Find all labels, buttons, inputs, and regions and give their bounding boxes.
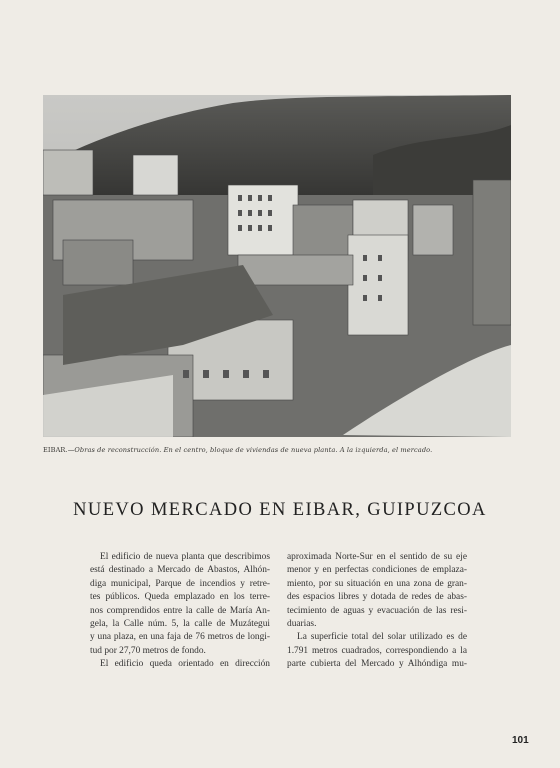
text-line: tes públicos. Queda emplazado en los terre- bbox=[90, 592, 270, 603]
text-line: tecimiento de aguas y evacuación de las resi- bbox=[287, 605, 467, 616]
text-line: menor y en perfectas condiciones de emplaza- bbox=[287, 565, 467, 576]
text-line: aproximada Norte-Sur en el sentido de su eje bbox=[287, 552, 467, 562]
photo-illustration bbox=[43, 95, 511, 437]
text-line: tud por 27,70 metros de fondo. bbox=[90, 645, 206, 656]
photo-caption bbox=[43, 446, 511, 454]
text-line: El edificio queda orientado en dirección bbox=[100, 659, 270, 670]
town-photo bbox=[43, 95, 511, 437]
article-title: NUEVO MERCADO EN EIBAR, GUIPUZCOA bbox=[73, 500, 487, 520]
text-line: está destinado a Mercado de Abastos, Alhón- bbox=[90, 565, 270, 576]
caption-description: —Obras de reconstrucción. En el centro, bloque de viviendas de nueva planta. A la izquierda, el mercado. bbox=[67, 446, 433, 454]
article-column-left bbox=[90, 551, 270, 672]
text-line: miento, por su situación en una zona de gran- bbox=[287, 578, 467, 589]
text-line: nos comprendidos entre la calle de María An- bbox=[90, 605, 270, 616]
text-line: gela, la Calle núm. 5, la calle de Muzátegui bbox=[90, 618, 270, 629]
text-line: y una plaza, en una faja de 76 metros de longi- bbox=[90, 632, 270, 643]
text-line: duarias. bbox=[287, 618, 317, 629]
text-line: diga municipal, Parque de incendios y retre- bbox=[90, 578, 270, 589]
text-line: La superficie total del solar utilizado es de bbox=[297, 632, 467, 643]
text-line: El edificio de nueva planta que describimos bbox=[100, 552, 270, 562]
text-line: 1.791 metros cuadrados, correspondiendo a la bbox=[287, 645, 467, 656]
text-line: parte cubierta del Mercado y Alhóndiga mu- bbox=[287, 659, 467, 670]
caption-place: EIBAR. bbox=[43, 446, 68, 454]
article-column-right bbox=[287, 551, 467, 672]
text-line: des espacios libres y dotada de redes de abas- bbox=[287, 592, 467, 603]
page-number: 101 bbox=[512, 735, 529, 746]
